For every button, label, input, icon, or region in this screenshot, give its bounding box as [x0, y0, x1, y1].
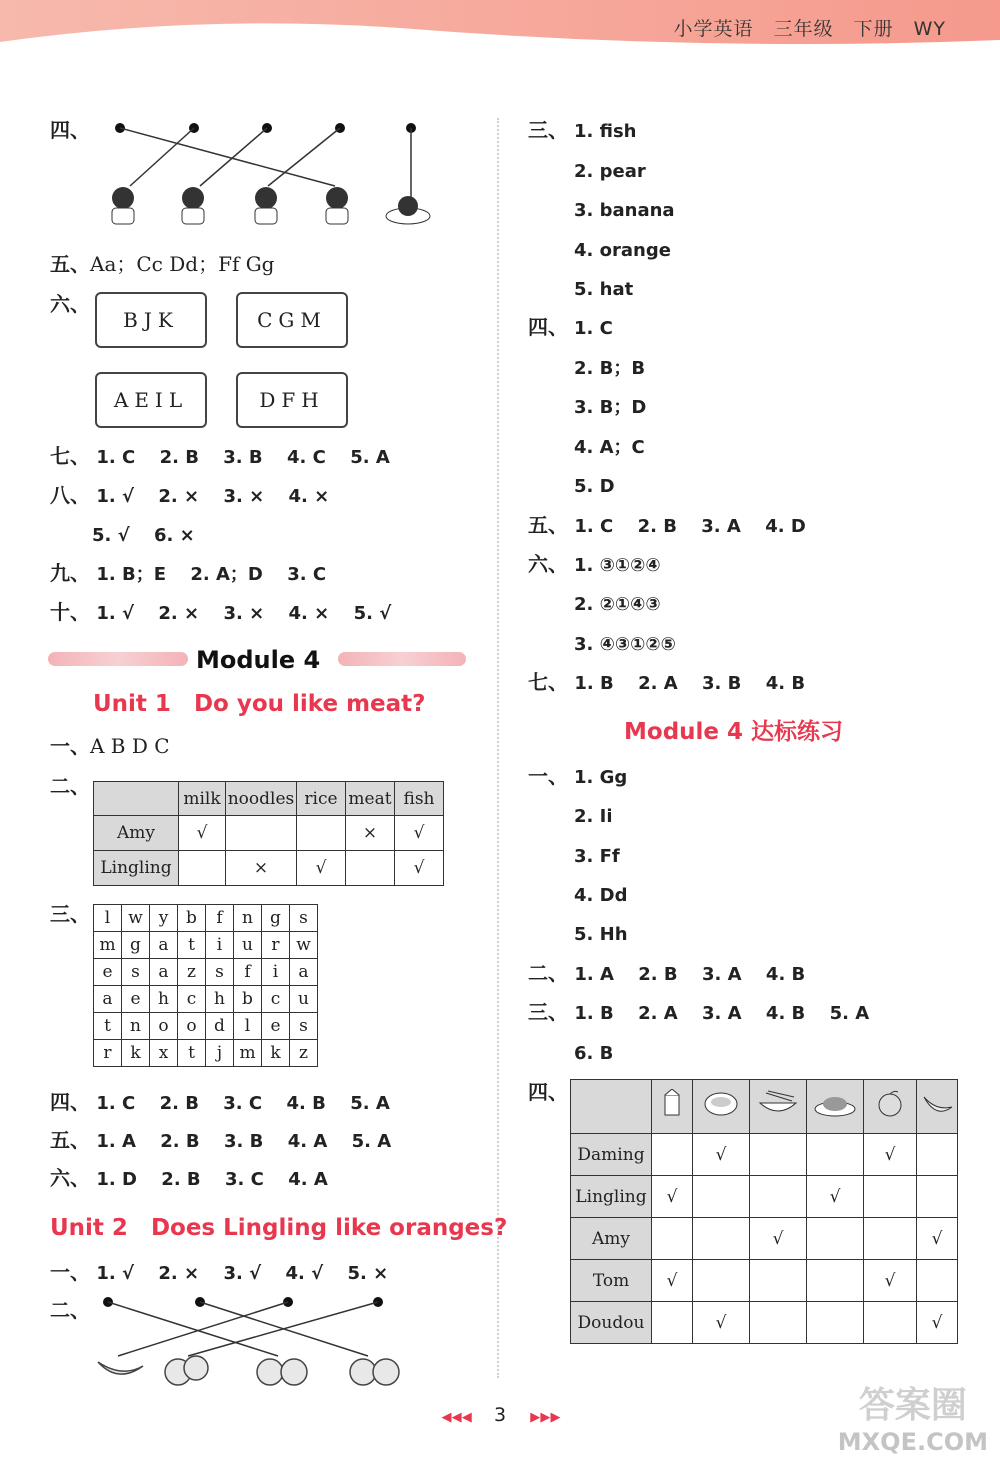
- check-cell: [917, 1260, 958, 1302]
- answer-item: 5. A: [351, 1131, 392, 1152]
- answer-item: 5. A: [350, 447, 390, 468]
- answer-item: 5. √: [353, 603, 392, 624]
- answer-item: 3. B: [224, 1131, 264, 1152]
- answer-item: [574, 237, 671, 263]
- answer-item: 1. √: [96, 603, 134, 624]
- grid-cell: o: [178, 1013, 206, 1040]
- table-row: [94, 1013, 318, 1040]
- food-check-table: [570, 1079, 958, 1344]
- header-text: [654, 14, 946, 41]
- table-row: [94, 851, 444, 886]
- answer-item: 4. B: [286, 1093, 326, 1114]
- table-header: fish: [395, 782, 444, 816]
- answer-item: 4. B: [765, 1003, 806, 1024]
- answer-text: 2. Ii: [574, 806, 613, 827]
- table-cell: [226, 816, 297, 851]
- section-label: 四、: [50, 1090, 90, 1114]
- banana-icon: [917, 1080, 958, 1134]
- answer-item: 4. B: [765, 673, 806, 694]
- banner-bar-left: [48, 652, 188, 666]
- answer-text: 4. Dd: [574, 885, 628, 906]
- answer-text: 5. Hh: [574, 924, 628, 945]
- check-cell: √: [652, 1260, 693, 1302]
- table-cell: √: [395, 851, 444, 886]
- answer-item: 2. A: [638, 673, 678, 694]
- header-volume: 下册: [853, 18, 894, 40]
- table-row: [94, 932, 318, 959]
- grid-cell: o: [150, 1013, 178, 1040]
- check-cell: [807, 1260, 864, 1302]
- answer-item: 2. B: [159, 1093, 199, 1114]
- table-header: [94, 782, 179, 816]
- grid-cell: u: [234, 932, 262, 959]
- answer-item: 2. ×: [158, 1263, 200, 1284]
- answer-item: [574, 315, 613, 341]
- answer-item: 3. ×: [223, 603, 265, 624]
- unit-title: Unit 2 Does Lingling like oranges?: [50, 1215, 508, 1241]
- section-label: 六、: [50, 292, 90, 316]
- section-label: 一、: [50, 1260, 90, 1284]
- grid-cell: f: [206, 905, 234, 932]
- grid-cell: t: [178, 1040, 206, 1067]
- answer-text: 1. C: [574, 318, 613, 339]
- grid-cell: r: [94, 1040, 122, 1067]
- grid-cell: g: [262, 905, 290, 932]
- section-label: 四、: [528, 315, 568, 339]
- section-label: 三、: [528, 1000, 568, 1024]
- answer-item: 5. A: [350, 1093, 390, 1114]
- table-cell: [346, 851, 395, 886]
- section-label: 一、: [528, 764, 568, 788]
- answer-text: 3. banana: [574, 200, 675, 221]
- grid-cell: x: [150, 1040, 178, 1067]
- grid-cell: f: [234, 959, 262, 986]
- answer-item: 2. B: [637, 516, 677, 537]
- answer-item: 3. B: [702, 673, 742, 694]
- banner-bar-right: [338, 652, 466, 666]
- answer-item: 2. ×: [158, 603, 200, 624]
- table-row: [94, 905, 318, 932]
- answer-item: 4. D: [765, 516, 806, 537]
- table-header-corner: [571, 1080, 652, 1134]
- table-row: [94, 1040, 318, 1067]
- check-cell: √: [693, 1134, 750, 1176]
- answer-item: 3. √: [223, 1263, 262, 1284]
- grid-cell: t: [94, 1013, 122, 1040]
- answer-item: [574, 921, 628, 947]
- answer-item: 3. C: [287, 564, 327, 585]
- answer-line: [528, 513, 806, 539]
- section-label: 二、: [50, 1298, 90, 1322]
- letter-box: [236, 292, 348, 348]
- answer-item: [574, 355, 645, 381]
- page-footer: [410, 1404, 590, 1426]
- answer-item: 3. A: [702, 964, 742, 985]
- answer-item: 1. B: [574, 1003, 614, 1024]
- answer-item: 6. B: [574, 1043, 614, 1064]
- answer-item: [574, 591, 661, 617]
- check-cell: [917, 1176, 958, 1218]
- answer-item: 2. B: [159, 447, 199, 468]
- table-header: meat: [346, 782, 395, 816]
- answer-item: 1. D: [96, 1169, 137, 1190]
- table-row: [94, 959, 318, 986]
- check-cell: [917, 1134, 958, 1176]
- table-cell: [297, 816, 346, 851]
- grid-cell: l: [94, 905, 122, 932]
- grid-cell: k: [262, 1040, 290, 1067]
- answer-item: [574, 394, 646, 420]
- grid-cell: j: [206, 1040, 234, 1067]
- answer-text: 4. orange: [574, 240, 671, 261]
- grid-cell: n: [122, 1013, 150, 1040]
- check-cell: [807, 1302, 864, 1344]
- check-cell: √: [652, 1176, 693, 1218]
- answer-text: 5. hat: [574, 279, 634, 300]
- answer-item: [574, 843, 620, 869]
- grid-cell: i: [206, 932, 234, 959]
- table-header-row: [571, 1080, 958, 1134]
- letter-box-text: AEIL: [113, 388, 189, 412]
- table-cell: Amy: [94, 816, 179, 851]
- answer-item: [574, 882, 627, 908]
- watermark: [838, 1377, 988, 1456]
- answer-item: 1. √: [96, 1263, 134, 1284]
- table-row: [94, 986, 318, 1013]
- check-cell: [864, 1176, 917, 1218]
- answer-line: [574, 1040, 613, 1066]
- section-label: 三、: [50, 902, 90, 926]
- check-cell: [750, 1134, 807, 1176]
- check-cell: [693, 1176, 750, 1218]
- answer-item: 2. B: [638, 964, 678, 985]
- table-row: [94, 816, 444, 851]
- table-row: [571, 1302, 958, 1344]
- answer-line: [50, 444, 390, 470]
- check-cell: [807, 1218, 864, 1260]
- grid-cell: n: [234, 905, 262, 932]
- prev-arrows-icon: ◀ ◀ ◀: [441, 1410, 470, 1425]
- grid-cell: d: [206, 1013, 234, 1040]
- check-cell: [652, 1134, 693, 1176]
- answer-item: [574, 118, 637, 144]
- section-label: 二、: [50, 774, 90, 798]
- matching-figure: [90, 118, 450, 238]
- section-label: 二、: [528, 961, 568, 985]
- grid-cell: e: [262, 1013, 290, 1040]
- answer-item: [574, 552, 661, 578]
- answer-line: [528, 961, 805, 987]
- check-cell: √: [750, 1218, 807, 1260]
- section-label: 四、: [528, 1080, 568, 1104]
- answer-line: [50, 734, 170, 758]
- grid-cell: c: [262, 986, 290, 1013]
- table-row: [571, 1260, 958, 1302]
- grid-cell: z: [178, 959, 206, 986]
- section-label: 五、: [50, 1128, 90, 1152]
- check-cell: [864, 1302, 917, 1344]
- grid-cell: g: [122, 932, 150, 959]
- grid-cell: z: [290, 1040, 318, 1067]
- answer-text: 2. ②①④③: [574, 594, 661, 615]
- answer-text: 4. A；C: [574, 437, 645, 458]
- answer-item: 2. A；D: [190, 564, 263, 585]
- table-cell: Lingling: [94, 851, 179, 886]
- meat-dish-icon: [807, 1080, 864, 1134]
- answer-item: [574, 631, 676, 657]
- answer-item: [574, 803, 613, 829]
- milk-icon: [652, 1080, 693, 1134]
- answer-item: 4. √: [285, 1263, 324, 1284]
- answer-text: 1. Gg: [574, 767, 628, 788]
- noodles-icon: [750, 1080, 807, 1134]
- answer-item: 1. C: [96, 1093, 136, 1114]
- check-cell: [652, 1302, 693, 1344]
- section-label: 五、: [50, 252, 90, 276]
- answer-item: [574, 276, 633, 302]
- answer-item: [574, 197, 675, 223]
- answer-item: 2. B: [161, 1169, 201, 1190]
- answer-item: 2. ×: [158, 486, 200, 507]
- answer-text: 5. D: [574, 476, 615, 497]
- grid-cell: s: [290, 1013, 318, 1040]
- table-row: [571, 1176, 958, 1218]
- section-label: 七、: [528, 670, 568, 694]
- answer-text: A B D C: [90, 734, 170, 758]
- dumpling-bowl-icon: [693, 1080, 750, 1134]
- answer-item: 5. A: [829, 1003, 870, 1024]
- answer-item: 1. B；E: [96, 564, 167, 585]
- answer-text: 3. ④③①②⑤: [574, 634, 676, 655]
- answer-item: 2. A: [638, 1003, 678, 1024]
- answer-text: 2. B；B: [574, 358, 646, 379]
- section-label: 六、: [528, 552, 568, 576]
- answer-line: [50, 1090, 390, 1116]
- answer-text: 3. B；D: [574, 397, 647, 418]
- answer-line: [50, 600, 391, 626]
- letter-box: [95, 292, 207, 348]
- answer-text: 1. fish: [574, 121, 637, 142]
- answer-item: 3. B: [223, 447, 263, 468]
- grid-cell: b: [178, 905, 206, 932]
- grid-cell: b: [234, 986, 262, 1013]
- section-label: 五、: [528, 513, 568, 537]
- grid-cell: c: [178, 986, 206, 1013]
- grid-cell: a: [150, 959, 178, 986]
- letter-box-text: CGM: [257, 308, 327, 332]
- grid-cell: h: [150, 986, 178, 1013]
- page-number: 3: [493, 1404, 507, 1426]
- table-cell: ×: [346, 816, 395, 851]
- answer-text: 3. Ff: [574, 846, 620, 867]
- unit-title: Unit 1 Do you like meat?: [93, 691, 426, 717]
- table-cell: √: [297, 851, 346, 886]
- section-label: 八、: [50, 483, 90, 507]
- letter-box: [236, 372, 348, 428]
- check-cell: [652, 1218, 693, 1260]
- grid-cell: y: [150, 905, 178, 932]
- answer-line: [528, 1000, 869, 1026]
- answer-item: [574, 473, 615, 499]
- answer-item: 3. C: [223, 1093, 263, 1114]
- section-label: 三、: [528, 118, 568, 142]
- table-header: rice: [297, 782, 346, 816]
- answer-line: [92, 522, 195, 548]
- grid-cell: s: [290, 905, 318, 932]
- table-header: noodles: [226, 782, 297, 816]
- row-name: Amy: [571, 1218, 652, 1260]
- grid-cell: l: [234, 1013, 262, 1040]
- grid-cell: e: [94, 959, 122, 986]
- table-cell: [179, 851, 226, 886]
- answer-item: 2. B: [160, 1131, 200, 1152]
- answer-item: 4. ×: [288, 486, 330, 507]
- word-search-grid: [93, 904, 318, 1067]
- grid-cell: u: [290, 986, 318, 1013]
- table-row: [571, 1134, 958, 1176]
- section-label: 六、: [50, 1166, 90, 1190]
- row-name: Doudou: [571, 1302, 652, 1344]
- section-label: 四、: [50, 118, 90, 142]
- grid-cell: a: [94, 986, 122, 1013]
- section-label: 九、: [50, 561, 90, 585]
- table-cell: √: [179, 816, 226, 851]
- answer-item: 3. ×: [223, 486, 265, 507]
- section-label: 一、: [50, 734, 90, 758]
- check-cell: [864, 1218, 917, 1260]
- answer-line: [50, 1128, 391, 1154]
- check-cell: [750, 1302, 807, 1344]
- table-row: [571, 1218, 958, 1260]
- table-header: milk: [179, 782, 226, 816]
- check-cell: √: [917, 1302, 958, 1344]
- answer-item: 1. A: [574, 964, 614, 985]
- check-cell: [750, 1176, 807, 1218]
- grid-cell: r: [262, 932, 290, 959]
- module-title: Module 4: [190, 646, 326, 674]
- fruit-icon: [864, 1080, 917, 1134]
- answer-line: [50, 1166, 328, 1192]
- answer-item: 4. ×: [288, 603, 330, 624]
- answer-line: [50, 483, 329, 509]
- row-name: Tom: [571, 1260, 652, 1302]
- grid-cell: i: [262, 959, 290, 986]
- fruit-matching-figure: [88, 1292, 418, 1392]
- answer-item: 4. A: [287, 1131, 328, 1152]
- answer-line: [528, 670, 805, 696]
- answer-text: Aa；Cc Dd；Ff Gg: [90, 252, 275, 276]
- check-cell: √: [864, 1260, 917, 1302]
- grid-cell: k: [122, 1040, 150, 1067]
- answer-line: [50, 1260, 388, 1286]
- answer-item: 5. √: [92, 525, 130, 546]
- check-cell: √: [864, 1134, 917, 1176]
- letter-box-text: DFH: [259, 388, 325, 412]
- answer-text: 2. pear: [574, 161, 646, 182]
- next-arrows-icon: ▶ ▶ ▶: [530, 1410, 559, 1425]
- food-preference-table: [93, 781, 444, 886]
- check-cell: √: [917, 1218, 958, 1260]
- answer-item: 1. C: [574, 516, 614, 537]
- answer-item: [574, 434, 645, 460]
- answer-item: 5. ×: [347, 1263, 389, 1284]
- answer-line: [50, 252, 274, 276]
- answer-item: [574, 158, 646, 184]
- check-cell: √: [693, 1302, 750, 1344]
- header-subject: 小学英语: [673, 18, 754, 40]
- check-cell: [750, 1260, 807, 1302]
- grid-cell: h: [206, 986, 234, 1013]
- grid-cell: s: [122, 959, 150, 986]
- grid-cell: m: [234, 1040, 262, 1067]
- watermark-bottom: MXQE.COM: [837, 1428, 988, 1456]
- answer-item: 1. √: [96, 486, 134, 507]
- grid-cell: a: [290, 959, 318, 986]
- grid-cell: m: [94, 932, 122, 959]
- section-label: 十、: [50, 600, 90, 624]
- check-cell: [693, 1218, 750, 1260]
- check-cell: [693, 1260, 750, 1302]
- header-edition: WY: [913, 18, 946, 40]
- grid-cell: s: [206, 959, 234, 986]
- grid-cell: e: [122, 986, 150, 1013]
- letter-box-text: BJK: [123, 308, 179, 332]
- answer-item: [574, 764, 627, 790]
- letter-box: [95, 372, 207, 428]
- answer-item: 3. C: [225, 1169, 264, 1190]
- check-cell: [807, 1134, 864, 1176]
- answer-item: 1. A: [96, 1131, 136, 1152]
- answer-item: 3. A: [702, 1003, 742, 1024]
- answer-item: 1. C: [96, 447, 136, 468]
- grid-cell: w: [122, 905, 150, 932]
- answer-item: 6. ×: [154, 525, 195, 546]
- row-name: Lingling: [571, 1176, 652, 1218]
- row-name: Daming: [571, 1134, 652, 1176]
- check-cell: √: [807, 1176, 864, 1218]
- table-cell: ×: [226, 851, 297, 886]
- answer-item: 1. B: [574, 673, 614, 694]
- answer-item: 3. A: [701, 516, 741, 537]
- answer-item: 4. A: [288, 1169, 328, 1190]
- table-cell: √: [395, 816, 444, 851]
- page-header: [0, 0, 1000, 58]
- test-title: Module 4 达标练习: [624, 719, 844, 745]
- section-label: 七、: [50, 444, 90, 468]
- header-grade: 三年级: [773, 18, 834, 40]
- answer-item: 4. B: [765, 964, 806, 985]
- grid-cell: w: [290, 932, 318, 959]
- answer-item: 4. C: [287, 447, 326, 468]
- column-divider: [497, 118, 499, 1378]
- answer-line: [50, 561, 326, 587]
- answer-text: 1. ③①②④: [574, 555, 661, 576]
- watermark-top: 答案圈: [858, 1385, 967, 1426]
- grid-cell: t: [178, 932, 206, 959]
- grid-cell: a: [150, 932, 178, 959]
